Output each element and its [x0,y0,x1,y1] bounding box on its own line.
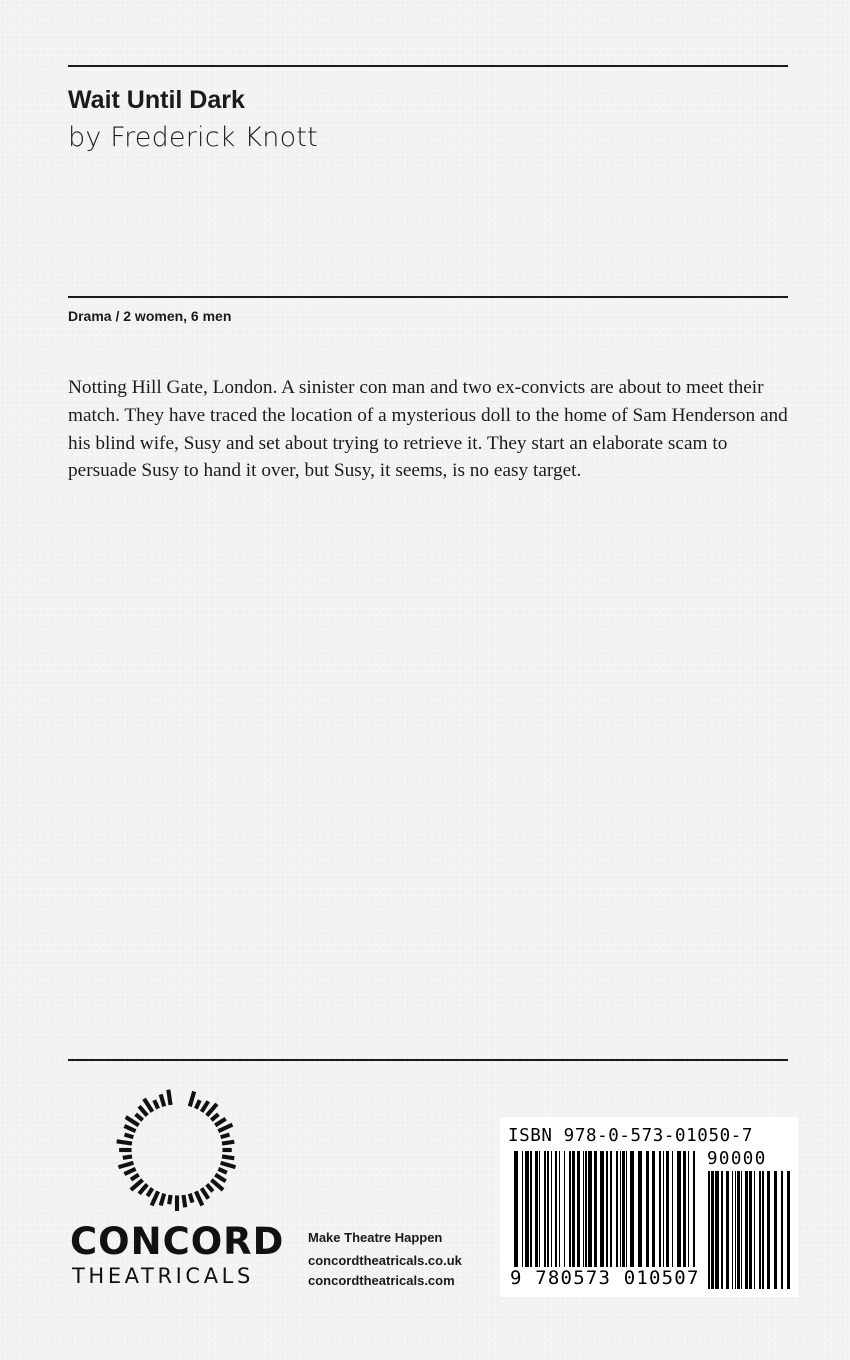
genre-cast-info: Drama / 2 women, 6 men [68,308,232,324]
book-title: Wait Until Dark [68,86,245,114]
barcode-addon-bars [708,1171,790,1289]
footer-rule [68,1059,788,1061]
publisher-tagline: Make Theatre Happen [308,1230,443,1245]
book-author: by Frederick Knott [68,122,318,153]
isbn-barcode [500,1117,798,1297]
isbn-label: ISBN 978-0-573-01050-7 [508,1126,753,1146]
link-concord-com[interactable]: concordtheatricals.com [308,1273,455,1288]
top-rule [68,65,788,67]
link-concord-uk[interactable]: concordtheatricals.co.uk [308,1253,462,1268]
genre-rule [68,296,788,298]
publisher-subname: THEATRICALS [72,1264,254,1288]
concord-circle-logo-icon [115,1088,239,1212]
book-blurb: Notting Hill Gate, London. A sinister con man and two ex-convicts are about to meet their match. They have traced the location of a mysterious doll to the home of Sam Henderson and his blind wife, Susy and set about trying to retrieve it. They start an elaborate scam to persuade Susy to hand it over, but Susy, it seems, is no easy target. [68,377,788,482]
price-code: 90000 [707,1149,767,1169]
publisher-name: CONCORD [70,1220,285,1263]
publisher-logo [68,1088,288,1288]
barcode-digits: 9 780573 010507 [510,1267,700,1289]
